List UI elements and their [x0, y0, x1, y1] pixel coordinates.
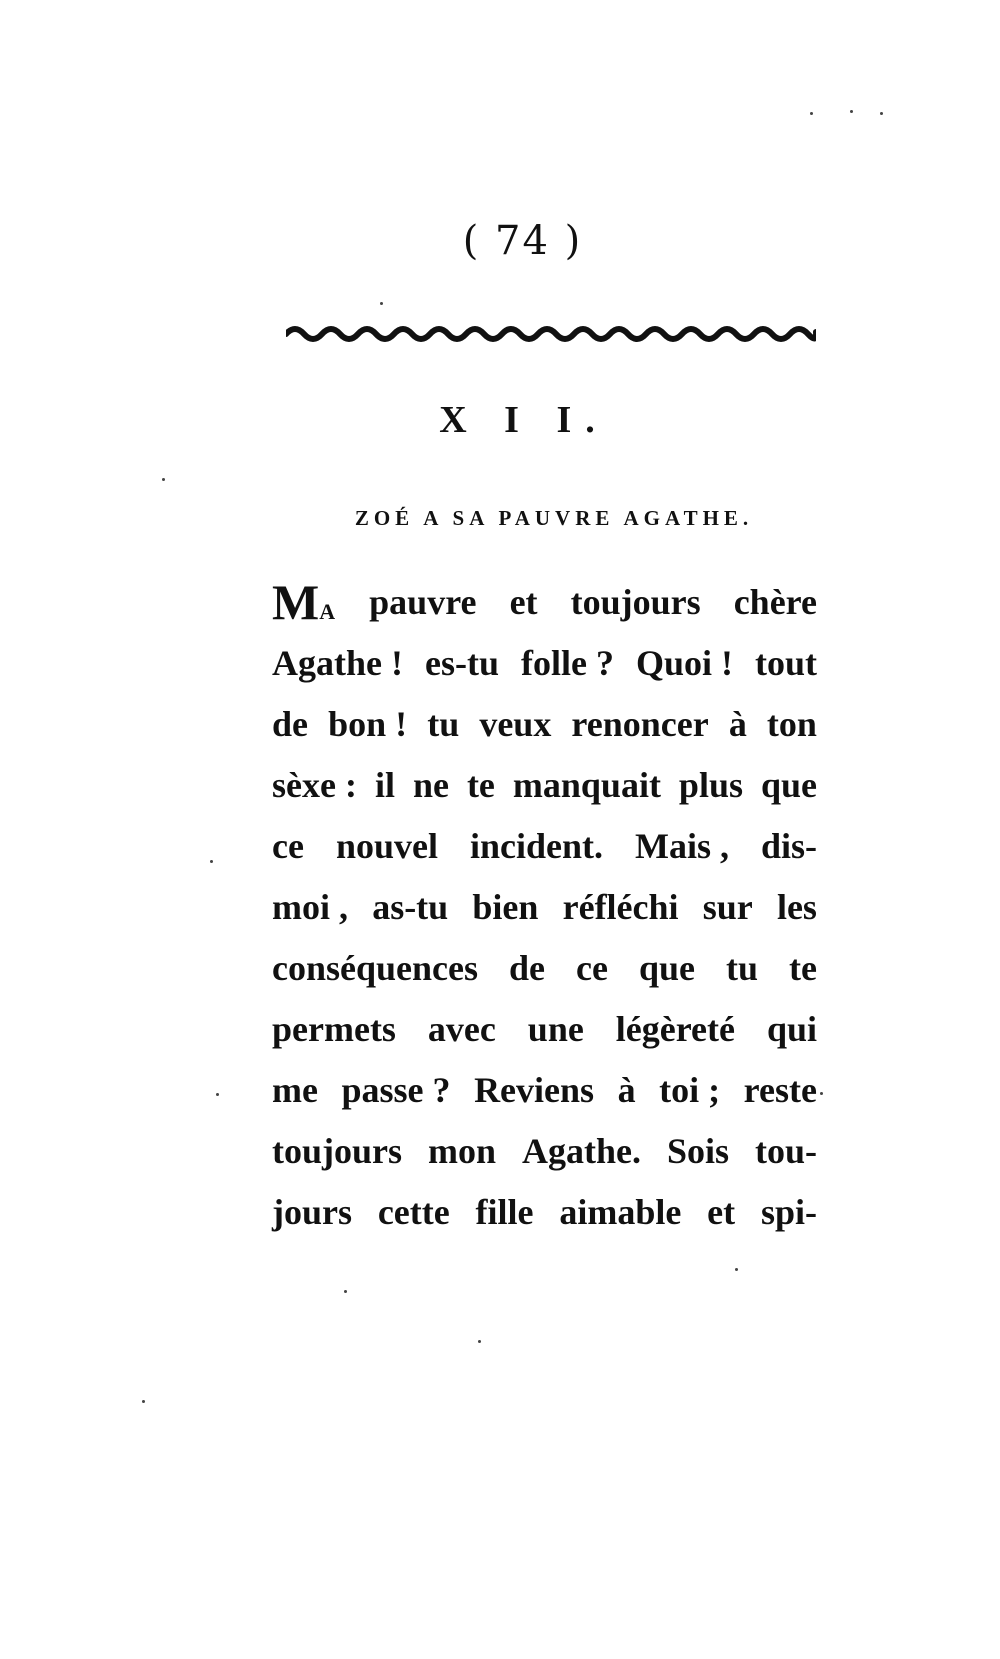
- word: que: [638, 948, 695, 988]
- word: une: [527, 1009, 584, 1049]
- word: mon: [427, 1131, 496, 1171]
- word: Sois: [666, 1131, 729, 1171]
- dropcap-word: [272, 572, 336, 633]
- word: passe ?: [341, 1070, 451, 1110]
- word: de: [509, 948, 545, 988]
- word: aimable: [559, 1192, 682, 1232]
- text-line-5: [272, 816, 817, 877]
- word: ton: [766, 704, 817, 744]
- word: renoncer: [571, 704, 709, 744]
- dropcap-rest: A: [319, 599, 337, 624]
- word: ce: [272, 826, 304, 866]
- word: as-tu: [372, 887, 449, 927]
- scan-speck: [216, 1093, 219, 1096]
- chapter-number: X I I.: [439, 399, 609, 441]
- scan-speck: [880, 112, 883, 115]
- word: bon !: [328, 704, 408, 744]
- word: te: [789, 948, 817, 988]
- word: es-tu: [424, 643, 499, 683]
- word: les: [776, 887, 817, 927]
- word: ne: [412, 765, 449, 805]
- word: toujours: [570, 582, 701, 622]
- scan-speck: [810, 112, 813, 115]
- word: sèxe :: [272, 765, 357, 805]
- word: incident.: [469, 826, 603, 866]
- word: ce: [576, 948, 608, 988]
- word: tout: [754, 643, 817, 683]
- word: fille: [475, 1192, 534, 1232]
- page-number: ( 74 ): [462, 218, 583, 264]
- word: tou-: [754, 1131, 817, 1171]
- scan-speck: [162, 478, 165, 481]
- word: jours: [272, 1192, 352, 1232]
- scan-speck: [210, 860, 213, 863]
- word: Quoi !: [635, 643, 733, 683]
- word: toujours: [272, 1131, 403, 1171]
- text-line-2: [272, 633, 817, 694]
- word: à: [728, 704, 747, 744]
- letter-heading: ZOÉ A SA PAUVRE AGATHE.: [354, 506, 754, 530]
- word: réfléchi: [562, 887, 679, 927]
- wavy-ornament-rule: [286, 320, 816, 346]
- word: pauvre: [369, 582, 477, 622]
- text-line-1: [272, 572, 817, 633]
- word: qui: [766, 1009, 817, 1049]
- word: que: [760, 765, 817, 805]
- word: me: [272, 1070, 318, 1110]
- word: toi ;: [659, 1070, 721, 1110]
- word: tu: [427, 704, 460, 744]
- word: manquait: [512, 765, 661, 805]
- scan-speck: [344, 1290, 347, 1293]
- text-line-7: [272, 938, 817, 999]
- scan-speck: [478, 1340, 481, 1343]
- word: sur: [702, 887, 753, 927]
- wavy-line: [286, 329, 816, 339]
- scan-speck: [820, 1092, 823, 1095]
- word: moi ,: [272, 887, 348, 927]
- scan-speck: [850, 110, 853, 113]
- word: et: [509, 582, 538, 622]
- text-line-4: [272, 755, 817, 816]
- word: de: [272, 704, 308, 744]
- scan-speck: [142, 1400, 145, 1403]
- text-line-3: [272, 694, 817, 755]
- word: tu: [726, 948, 759, 988]
- text-line-6: [272, 877, 817, 938]
- word: chère: [733, 582, 817, 622]
- word: Reviens: [474, 1070, 595, 1110]
- word: spi-: [760, 1192, 817, 1232]
- word: bien: [472, 887, 539, 927]
- word: veux: [479, 704, 552, 744]
- word: nouvel: [335, 826, 438, 866]
- word: te: [466, 765, 495, 805]
- word: plus: [678, 765, 743, 805]
- text-line-10: [272, 1121, 817, 1182]
- word: à: [617, 1070, 636, 1110]
- body-text: [272, 572, 817, 1243]
- word: avec: [427, 1009, 496, 1049]
- word: il: [374, 765, 395, 805]
- word: reste: [743, 1070, 817, 1110]
- word: folle ?: [520, 643, 614, 683]
- text-line-8: [272, 999, 817, 1060]
- text-line-11: [272, 1182, 817, 1243]
- word: légèreté: [615, 1009, 735, 1049]
- word: permets: [272, 1009, 396, 1049]
- word: Agathe.: [521, 1131, 641, 1171]
- dropcap-initial: M: [272, 574, 320, 630]
- word: conséquences: [272, 948, 478, 988]
- scan-speck: [380, 302, 383, 305]
- text-line-9: [272, 1060, 817, 1121]
- word: et: [707, 1192, 736, 1232]
- word: dis-: [760, 826, 817, 866]
- scan-speck: [735, 1268, 738, 1271]
- word: Mais ,: [634, 826, 729, 866]
- word: cette: [377, 1192, 450, 1232]
- word: Agathe !: [272, 643, 403, 683]
